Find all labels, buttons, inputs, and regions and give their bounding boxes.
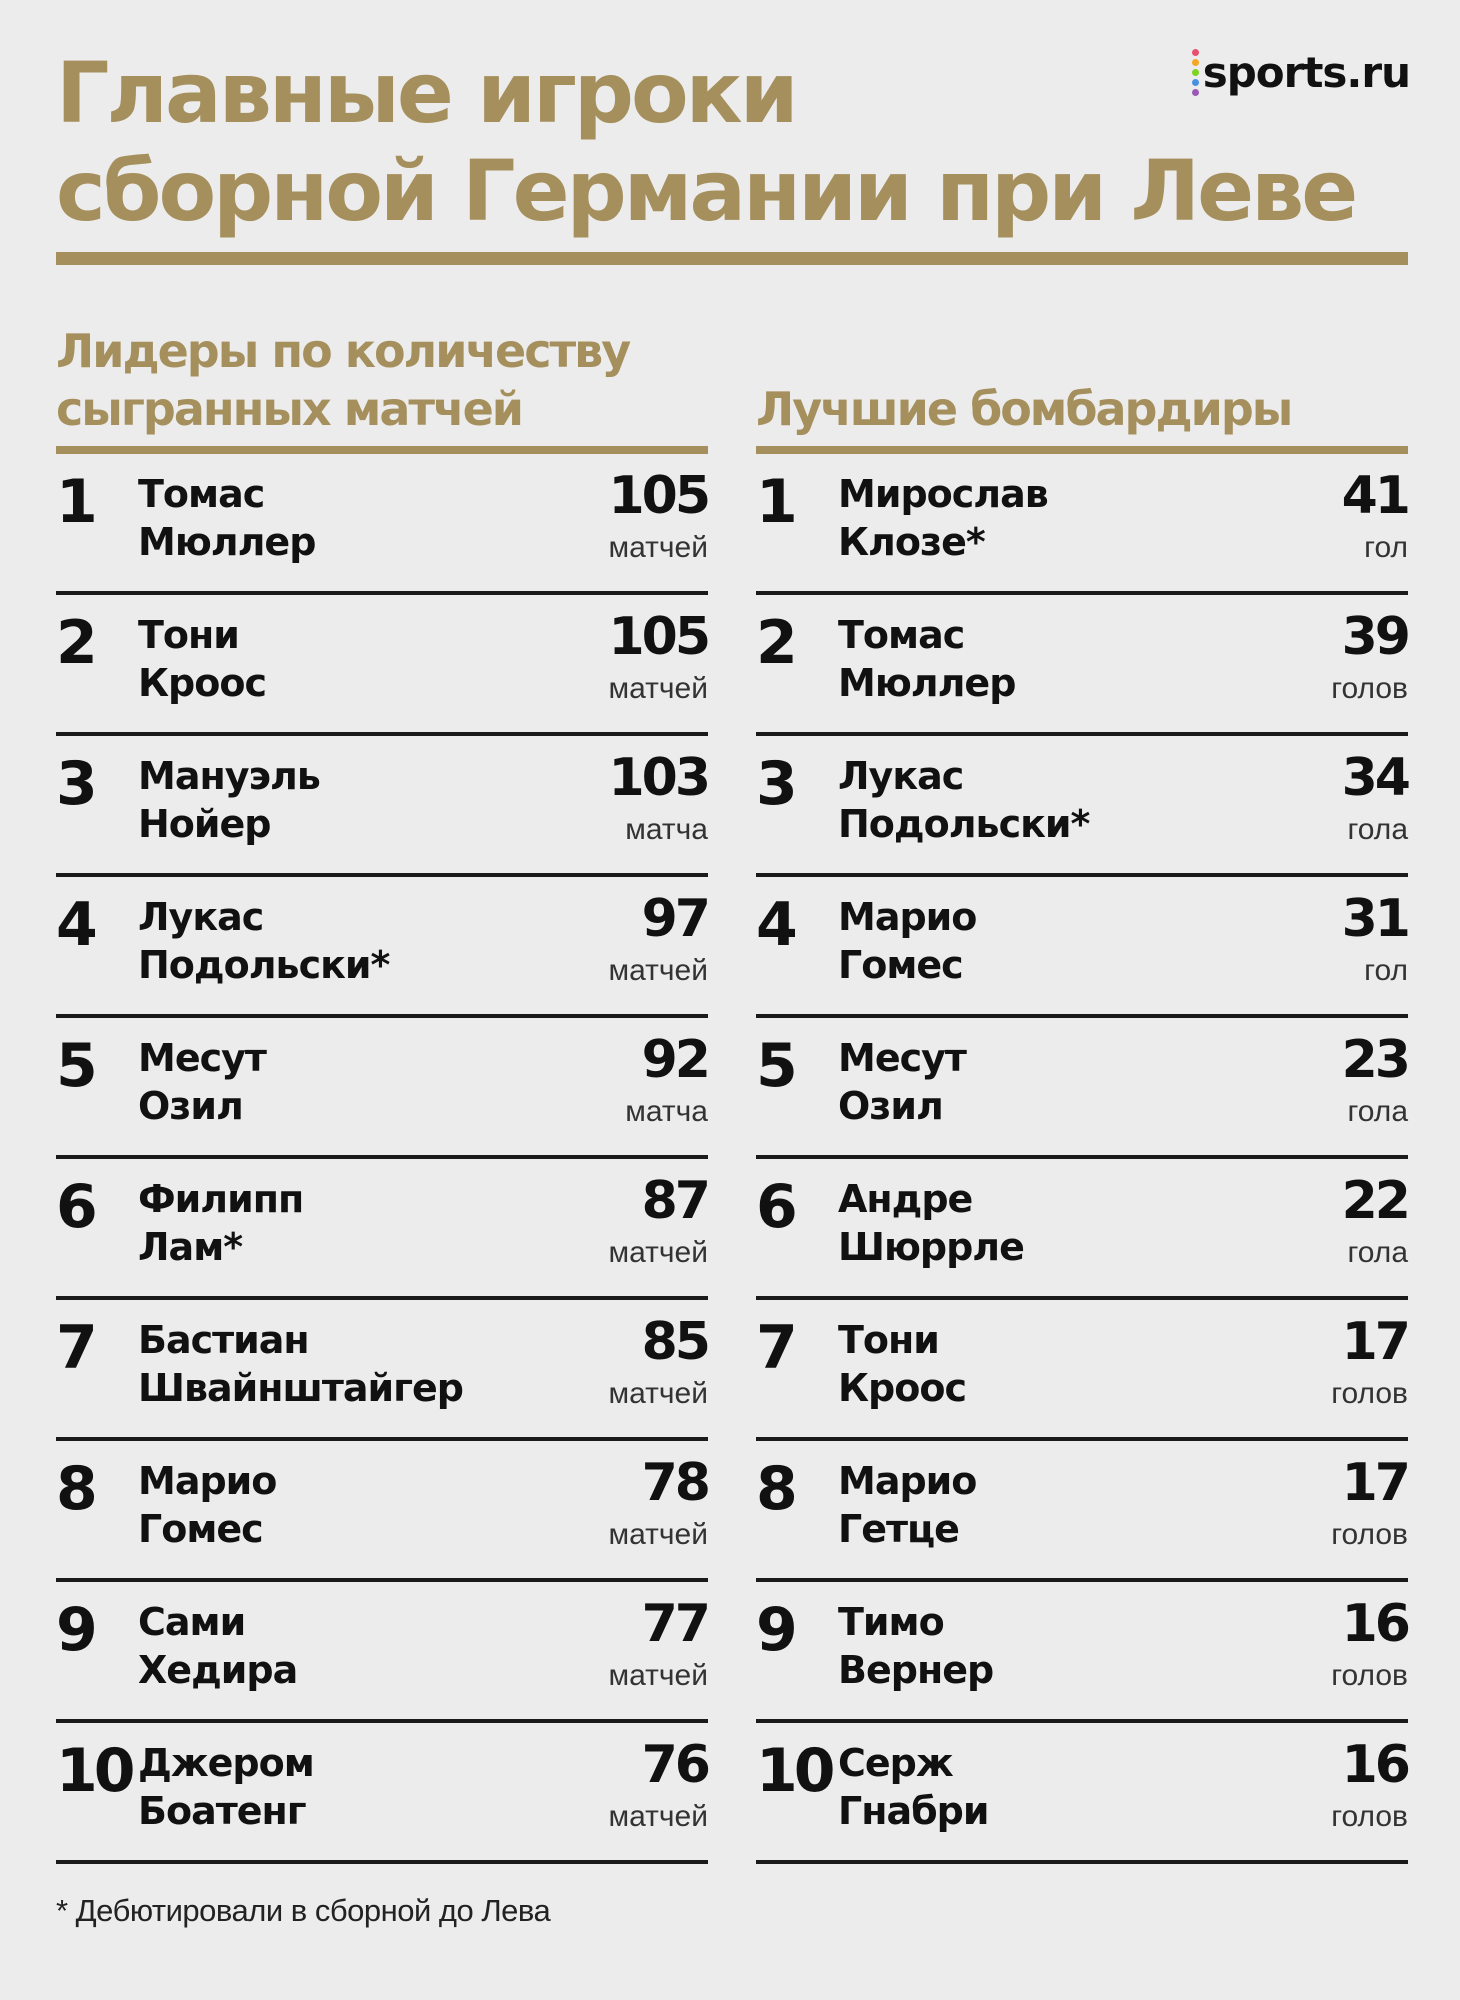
list-item bbox=[56, 1723, 708, 1864]
matches-count: 85 bbox=[641, 1312, 708, 1372]
matches-unit: матчей bbox=[608, 1236, 708, 1269]
player-name bbox=[138, 1457, 276, 1553]
list-item bbox=[56, 1159, 708, 1300]
player-first-name: Сами bbox=[138, 1600, 246, 1644]
matches-heading-divider bbox=[56, 446, 708, 454]
list-item bbox=[756, 454, 1408, 595]
player-first-name: Марио bbox=[838, 1459, 977, 1503]
goals-unit: голов bbox=[1331, 1518, 1408, 1551]
player-last-name: Озил bbox=[138, 1084, 243, 1128]
player-first-name: Серж bbox=[838, 1741, 953, 1785]
list-item bbox=[756, 1159, 1408, 1300]
matches-count: 105 bbox=[608, 466, 708, 526]
goals-count: 16 bbox=[1341, 1594, 1408, 1654]
player-last-name: Гомес bbox=[138, 1507, 263, 1551]
matches-unit: матчей bbox=[608, 672, 708, 705]
rank: 10 bbox=[56, 1736, 132, 1806]
goals-count: 41 bbox=[1341, 466, 1408, 526]
rank: 2 bbox=[56, 608, 94, 678]
footnote: * Дебютировали в сборной до Лева bbox=[56, 1893, 551, 1928]
matches-count: 97 bbox=[641, 889, 708, 949]
rank: 1 bbox=[756, 467, 794, 537]
player-last-name: Мюллер bbox=[838, 661, 1016, 705]
player-last-name: Мюллер bbox=[138, 520, 316, 564]
player-first-name: Андре bbox=[838, 1177, 973, 1221]
rank: 3 bbox=[756, 749, 794, 819]
list-item bbox=[56, 595, 708, 736]
list-item bbox=[56, 877, 708, 1018]
player-last-name: Хедира bbox=[138, 1648, 298, 1692]
rank: 5 bbox=[56, 1031, 94, 1101]
rank: 5 bbox=[756, 1031, 794, 1101]
player-name bbox=[138, 752, 320, 848]
matches-count: 87 bbox=[641, 1171, 708, 1231]
rank: 9 bbox=[756, 1595, 794, 1665]
rank: 6 bbox=[756, 1172, 794, 1242]
goals-unit: голов bbox=[1331, 1377, 1408, 1410]
rank: 9 bbox=[56, 1595, 94, 1665]
rank: 4 bbox=[56, 890, 94, 960]
player-first-name: Мирослав bbox=[838, 472, 1048, 516]
player-name bbox=[138, 1598, 297, 1694]
player-last-name: Вернер bbox=[838, 1648, 994, 1692]
list-item bbox=[756, 595, 1408, 736]
goals-count: 34 bbox=[1341, 748, 1408, 808]
player-first-name: Лукас bbox=[838, 754, 964, 798]
matches-count: 78 bbox=[641, 1453, 708, 1513]
player-last-name: Гнабри bbox=[838, 1789, 989, 1833]
player-name bbox=[838, 752, 1089, 848]
matches-count: 76 bbox=[641, 1735, 708, 1795]
matches-leaders-heading bbox=[56, 320, 708, 446]
matches-count: 105 bbox=[608, 607, 708, 667]
rank: 6 bbox=[56, 1172, 94, 1242]
player-last-name: Подольски* bbox=[138, 943, 390, 987]
rank: 3 bbox=[56, 749, 94, 819]
top-scorers-column bbox=[756, 320, 1408, 1864]
player-last-name: Озил bbox=[838, 1084, 943, 1128]
scorers-heading-line-2: Лучшие бомбардиры bbox=[756, 382, 1292, 436]
goals-unit: гола bbox=[1347, 1095, 1408, 1128]
list-item bbox=[756, 1441, 1408, 1582]
list-item bbox=[756, 877, 1408, 1018]
player-first-name: Филипп bbox=[138, 1177, 304, 1221]
matches-leaders-column bbox=[56, 320, 708, 1864]
goals-unit: голов bbox=[1331, 1800, 1408, 1833]
matches-unit: матчей bbox=[608, 1659, 708, 1692]
list-item bbox=[56, 1582, 708, 1723]
goals-count: 39 bbox=[1341, 607, 1408, 667]
player-name bbox=[138, 1034, 266, 1130]
rank: 8 bbox=[756, 1454, 794, 1524]
matches-unit: матча bbox=[625, 1095, 708, 1128]
player-name bbox=[838, 1175, 1024, 1271]
player-last-name: Нойер bbox=[138, 802, 271, 846]
player-name bbox=[838, 1457, 976, 1553]
player-first-name: Джером bbox=[138, 1741, 314, 1785]
list-item bbox=[56, 1018, 708, 1159]
list-item bbox=[756, 1723, 1408, 1864]
player-last-name: Швайнштайгер bbox=[138, 1366, 463, 1410]
page-title-line-1: Главные игроки bbox=[56, 44, 796, 142]
player-name bbox=[838, 1034, 966, 1130]
matches-count: 92 bbox=[641, 1030, 708, 1090]
matches-unit: матчей bbox=[608, 1800, 708, 1833]
player-first-name: Томас bbox=[838, 613, 965, 657]
player-name bbox=[838, 1739, 988, 1835]
matches-unit: матчей bbox=[608, 1377, 708, 1410]
player-name bbox=[838, 470, 1048, 566]
matches-unit: матча bbox=[625, 813, 708, 846]
list-item bbox=[756, 1582, 1408, 1723]
goals-count: 16 bbox=[1341, 1735, 1408, 1795]
player-name bbox=[138, 1316, 463, 1412]
matches-unit: матчей bbox=[608, 1518, 708, 1551]
sports-ru-logo[interactable] bbox=[1192, 48, 1410, 97]
player-last-name: Кроос bbox=[138, 661, 266, 705]
rank: 7 bbox=[756, 1313, 794, 1383]
matches-count: 77 bbox=[641, 1594, 708, 1654]
player-last-name: Гомес bbox=[838, 943, 963, 987]
matches-unit: матчей bbox=[608, 531, 708, 564]
page-title-line-2: сборной Германии при Леве bbox=[56, 142, 1356, 240]
goals-count: 23 bbox=[1341, 1030, 1408, 1090]
goals-count: 22 bbox=[1341, 1171, 1408, 1231]
player-last-name: Гетце bbox=[838, 1507, 959, 1551]
player-first-name: Марио bbox=[138, 1459, 277, 1503]
player-last-name: Клозе* bbox=[838, 520, 985, 564]
player-last-name: Кроос bbox=[838, 1366, 966, 1410]
top-scorers-list bbox=[756, 454, 1408, 1864]
goals-unit: гол bbox=[1364, 954, 1408, 987]
top-scorers-heading bbox=[756, 320, 1408, 446]
list-item bbox=[756, 1018, 1408, 1159]
player-name bbox=[138, 1739, 314, 1835]
player-name bbox=[838, 611, 1015, 707]
matches-count: 103 bbox=[608, 748, 708, 808]
rank: 10 bbox=[756, 1736, 832, 1806]
player-first-name: Бастиан bbox=[138, 1318, 309, 1362]
matches-unit: матчей bbox=[608, 954, 708, 987]
goals-unit: голов bbox=[1331, 1659, 1408, 1692]
player-name bbox=[138, 1175, 303, 1271]
player-name bbox=[138, 611, 266, 707]
rank: 4 bbox=[756, 890, 794, 960]
player-name bbox=[838, 1316, 966, 1412]
goals-count: 17 bbox=[1341, 1312, 1408, 1372]
rank: 7 bbox=[56, 1313, 94, 1383]
matches-heading-line-2: сыгранных матчей bbox=[56, 382, 523, 436]
goals-unit: гол bbox=[1364, 531, 1408, 564]
title-divider bbox=[56, 252, 1408, 265]
goals-count: 31 bbox=[1341, 889, 1408, 949]
goals-unit: голов bbox=[1331, 672, 1408, 705]
list-item bbox=[756, 1300, 1408, 1441]
player-first-name: Мануэль bbox=[138, 754, 320, 798]
player-first-name: Месут bbox=[838, 1036, 966, 1080]
player-first-name: Тимо bbox=[838, 1600, 944, 1644]
player-first-name: Марио bbox=[838, 895, 977, 939]
list-item bbox=[56, 1300, 708, 1441]
player-name bbox=[838, 893, 976, 989]
player-name bbox=[138, 470, 315, 566]
logo-text: sports.ru bbox=[1202, 48, 1410, 97]
player-first-name: Месут bbox=[138, 1036, 266, 1080]
player-name bbox=[138, 893, 389, 989]
goals-count: 17 bbox=[1341, 1453, 1408, 1513]
goals-unit: гола bbox=[1347, 813, 1408, 846]
player-last-name: Шюррле bbox=[838, 1225, 1024, 1269]
list-item bbox=[56, 736, 708, 877]
matches-leaders-list bbox=[56, 454, 708, 1864]
scorers-heading-divider bbox=[756, 446, 1408, 454]
list-item bbox=[56, 454, 708, 595]
player-first-name: Томас bbox=[138, 472, 265, 516]
list-item bbox=[756, 736, 1408, 877]
list-item bbox=[56, 1441, 708, 1582]
player-first-name: Тони bbox=[838, 1318, 939, 1362]
goals-unit: гола bbox=[1347, 1236, 1408, 1269]
rank: 1 bbox=[56, 467, 94, 537]
page-title bbox=[56, 44, 1355, 240]
rank: 8 bbox=[56, 1454, 94, 1524]
player-first-name: Лукас bbox=[138, 895, 264, 939]
logo-dots-icon bbox=[1192, 49, 1199, 96]
player-first-name: Тони bbox=[138, 613, 239, 657]
player-name bbox=[838, 1598, 993, 1694]
matches-heading-line-1: Лидеры по количеству bbox=[56, 324, 630, 378]
player-last-name: Лам* bbox=[138, 1225, 243, 1269]
player-last-name: Подольски* bbox=[838, 802, 1090, 846]
player-last-name: Боатенг bbox=[138, 1789, 306, 1833]
rank: 2 bbox=[756, 608, 794, 678]
